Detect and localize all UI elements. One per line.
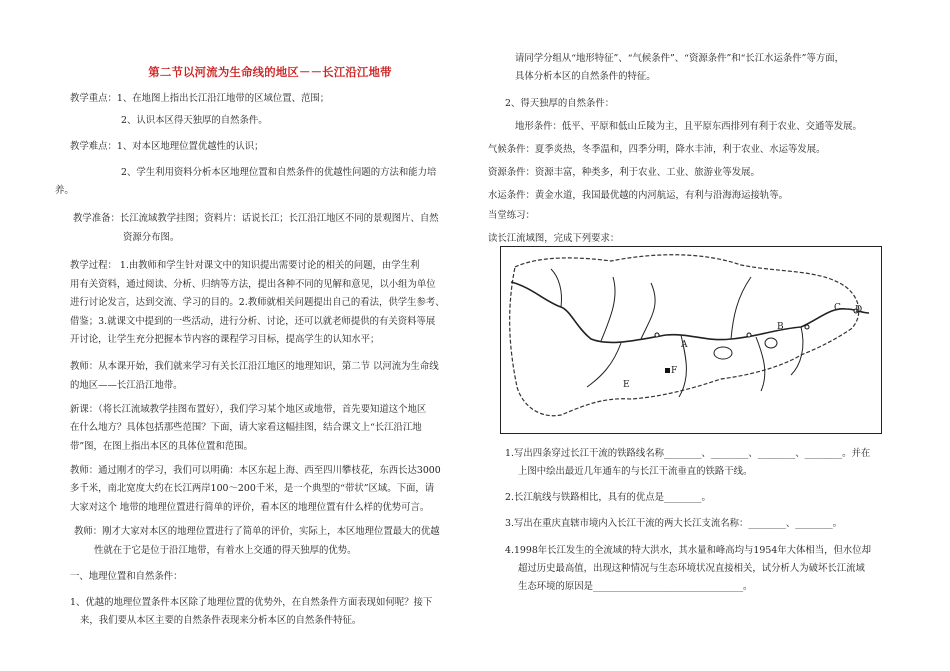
section-heading-1: 一、地理位置和自然条件：	[70, 571, 183, 582]
advantage-line-1: 1、优越的地理位置条件本区除了地理位置的优势外，在自然条件方面表现如何呢？接下	[70, 597, 433, 608]
teacher-summary-3: 大家对这个 地带的地理位置进行简单的评价，看本区的地理位置有什么样的优势可言。	[70, 502, 430, 513]
advantage-line-2: 来，我们要从本区主要的自然条件表现来分析本区的自然条件特征。	[80, 615, 362, 626]
teaching-difficulty-2-cont: 养。	[55, 185, 74, 196]
natural-conditions-heading: 2、得天独厚的自然条件：	[505, 98, 615, 109]
question-4-c: 生态环境的原因是________________________________。	[518, 581, 753, 592]
process-line-4: 借鉴；3.就课文中提到的一些活动，进行分析、讨论，还可以就老师提供的有关资料等展	[70, 316, 436, 327]
process-line-2: 用有关资料，通过阅读、分析、归纳等方法，提出各种不同的见解和意见，以小组为单位	[70, 279, 436, 290]
teacher-summary-1: 教师：通过刚才的学习，我们可以明确：本区东起上海、西至四川攀枝花，东西长达3000	[70, 465, 441, 476]
group-task-2: 具体分析本区的自然条件的特征。	[515, 71, 656, 82]
question-1-b: 上图中绘出最近几年通车的与长江干流垂直的铁路干线。	[518, 466, 753, 477]
group-task-1: 请同学分组从“地形特征”、“气候条件”、“资源条件”和“长江水运条件”等方面，	[515, 53, 844, 64]
teacher-intro-1: 教师：从本课开始，我们就来学习有关长江沿江地区的地理知识，第二节 以河流为生命线	[70, 361, 439, 372]
question-3: 3.写出在重庆直辖市境内入长江干流的两大长江支流名称：________、________。	[505, 518, 843, 529]
page-title: 第二节以河流为生命线的地区－－长江沿江地带	[148, 65, 392, 79]
process-line-5: 开讨论，让学生充分把握本节内容的课程学习目标，提高学生的认知水平；	[70, 334, 380, 345]
teacher-summary-2: 多千米，南北宽度大约在长江两岸100～200千米，是一个典型的“带状”区域。下面，请	[70, 483, 435, 494]
read-map-instruction: 读长江流域图，完成下列要求：	[488, 233, 620, 244]
teaching-prep-1: 教学准备：长江流域教学挂图；资料片：话说长江；长江沿江地区不同的景观图片、自然	[73, 213, 439, 224]
question-4-a: 4.1998年长江发生的全流域的特大洪水，其水量和峰高均与1954年大体相当，但水位却	[505, 545, 872, 556]
teaching-focus-1: 教学重点：1、在地图上指出长江沿江地带的区域位置、范围；	[70, 93, 330, 104]
teacher-advantage-2: 性就在于它是位于沿江地带，有着水上交通的得天独厚的优势。	[94, 545, 357, 556]
teacher-intro-2: 的地区——长江沿江地带。	[70, 380, 183, 391]
climate-condition: 气候条件：夏季炎热，冬季温和，四季分明，降水丰沛，利于农业、水运等发展。	[488, 144, 826, 155]
terrain-condition: 地形条件：低平、平原和低山丘陵为主，且平原东西排列有利于农业、交通等发展。	[515, 121, 862, 132]
process-line-3: 进行讨论发言，达到交流、学习的目的。2.教师就相关问题提出自己的看法，供学生参考、	[70, 297, 445, 308]
question-1-a: 1.写出四条穿过长江干流的铁路线名称________、________、________、________。并在	[505, 448, 871, 459]
map-label-d: D	[855, 305, 863, 315]
practice-heading: 当堂练习：	[488, 210, 535, 221]
process-line-1: 教学过程： 1.由教师和学生针对课文中的知识提出需要讨论的相关的问题，由学生利	[70, 260, 420, 271]
new-lesson-1: 新课：（将长江流域教学挂图布置好），我们学习某个地区或地带，首先要知道这个地区	[70, 404, 427, 415]
water-transport-condition: 水运条件：黄金水道，我国最优越的内河航运，有利与沿海海运接轨等。	[488, 190, 789, 201]
question-2: 2.长江航线与铁路相比，具有的优点是________。	[505, 492, 711, 503]
teaching-prep-2: 资源分布图。	[123, 232, 180, 243]
teacher-advantage-1: 教师：刚才大家对本区的地理位置进行了简单的评价，实际上，本区地理位置最大的优越	[74, 526, 440, 537]
teaching-difficulty-2: 2、学生利用资料分析本区地理位置和自然条件的优越性问题的方法和能力培	[121, 167, 437, 178]
map-label-e: E	[623, 380, 630, 390]
map-label-c: C	[834, 303, 841, 313]
teaching-difficulty-1: 教学难点：1、对本区地理位置优越性的认识；	[70, 141, 264, 152]
map-label-b: B	[777, 322, 784, 332]
resource-condition: 资源条件：资源丰富，种类多，利于农业、工业、旅游业等发展。	[488, 167, 760, 178]
question-4-b: 超过历史最高值，出现这种情况与生态环境状况直接相关，试分析人为破坏长江流域	[518, 563, 865, 574]
yangtze-basin-map	[500, 246, 882, 434]
map-label-a: A	[681, 340, 688, 350]
new-lesson-2: 在什么地方？具体包括那些范围？下面，请大家看这幅挂图，结合课文上“长江沿江地	[70, 422, 422, 433]
new-lesson-3: 带”图，在图上指出本区的具体位置和范围。	[70, 441, 253, 452]
teaching-focus-2: 2、认识本区得天独厚的自然条件。	[121, 115, 268, 126]
map-label-f: F	[671, 366, 678, 376]
